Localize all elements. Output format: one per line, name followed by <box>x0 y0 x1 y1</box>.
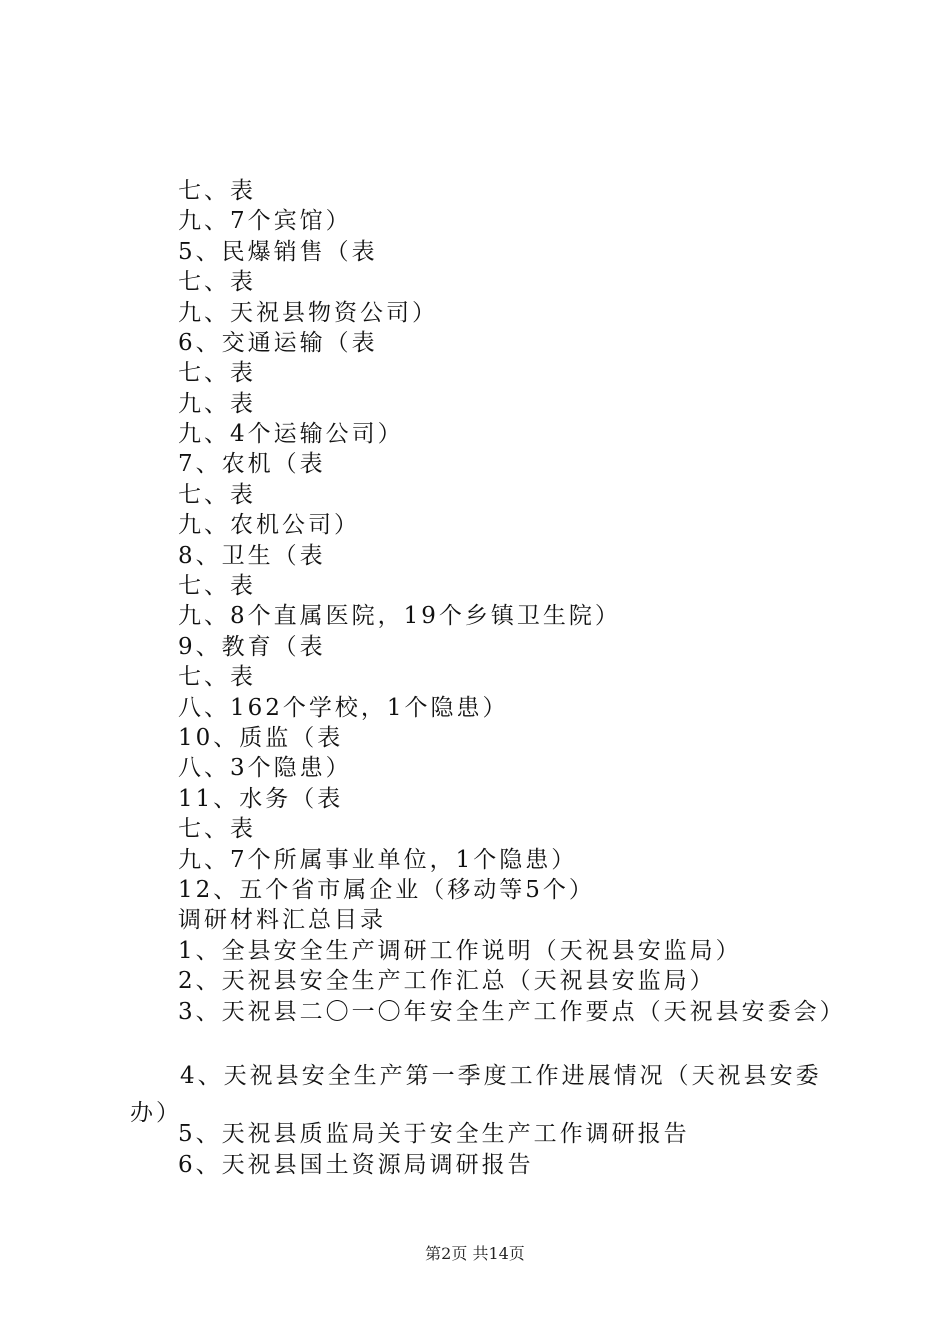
text-line: 八、162个学校，1个隐患） <box>178 695 509 721</box>
text-line: 5、民爆销售（表 <box>178 239 378 265</box>
list-item: 2、天祝县安全生产工作汇总（天祝县安监局） <box>178 968 716 994</box>
text-line: 七、表 <box>178 178 256 204</box>
text-line: 九、4个运输公司） <box>178 421 404 447</box>
text-line: 九、农机公司） <box>178 512 360 538</box>
text-line: 七、表 <box>178 816 256 842</box>
text-line: 10、质监（表 <box>178 725 344 751</box>
text-line: 11、水务（表 <box>178 786 344 812</box>
text-line: 九、天祝县物资公司） <box>178 300 438 326</box>
text-line: 九、7个宾馆） <box>178 208 352 234</box>
text-line: 9、教育（表 <box>178 634 326 660</box>
text-line: 七、表 <box>178 664 256 690</box>
text-line: 七、表 <box>178 482 256 508</box>
list-item: 1、全县安全生产调研工作说明（天祝县安监局） <box>178 938 742 964</box>
text-line: 八、3个隐患） <box>178 755 352 781</box>
text-line: 七、表 <box>178 360 256 386</box>
text-line: 6、交通运输（表 <box>178 330 378 356</box>
wrapped-line-2: 办） <box>130 1100 182 1126</box>
text-line: 7、农机（表 <box>178 451 326 477</box>
section-heading: 调研材料汇总目录 <box>178 907 386 933</box>
text-line: 七、表 <box>178 573 256 599</box>
text-line: 12、五个省市属企业（移动等5个） <box>178 877 595 903</box>
text-line: 九、8个直属医院，19个乡镇卫生院） <box>178 603 621 629</box>
text-line: 8、卫生（表 <box>178 543 326 569</box>
page-number-footer: 第2页 共14页 <box>425 1244 525 1263</box>
text-line: 七、表 <box>178 269 256 295</box>
wrapped-line-1: 4、天祝县安全生产第一季度工作进展情况（天祝县安委 <box>180 1063 822 1089</box>
text-line: 九、7个所属事业单位，1个隐患） <box>178 847 578 873</box>
list-item: 5、天祝县质监局关于安全生产工作调研报告 <box>178 1121 690 1147</box>
list-item: 3、天祝县二〇一〇年安全生产工作要点（天祝县安委会） <box>178 999 846 1025</box>
text-line: 九、表 <box>178 391 256 417</box>
list-item: 6、天祝县国土资源局调研报告 <box>178 1152 534 1178</box>
